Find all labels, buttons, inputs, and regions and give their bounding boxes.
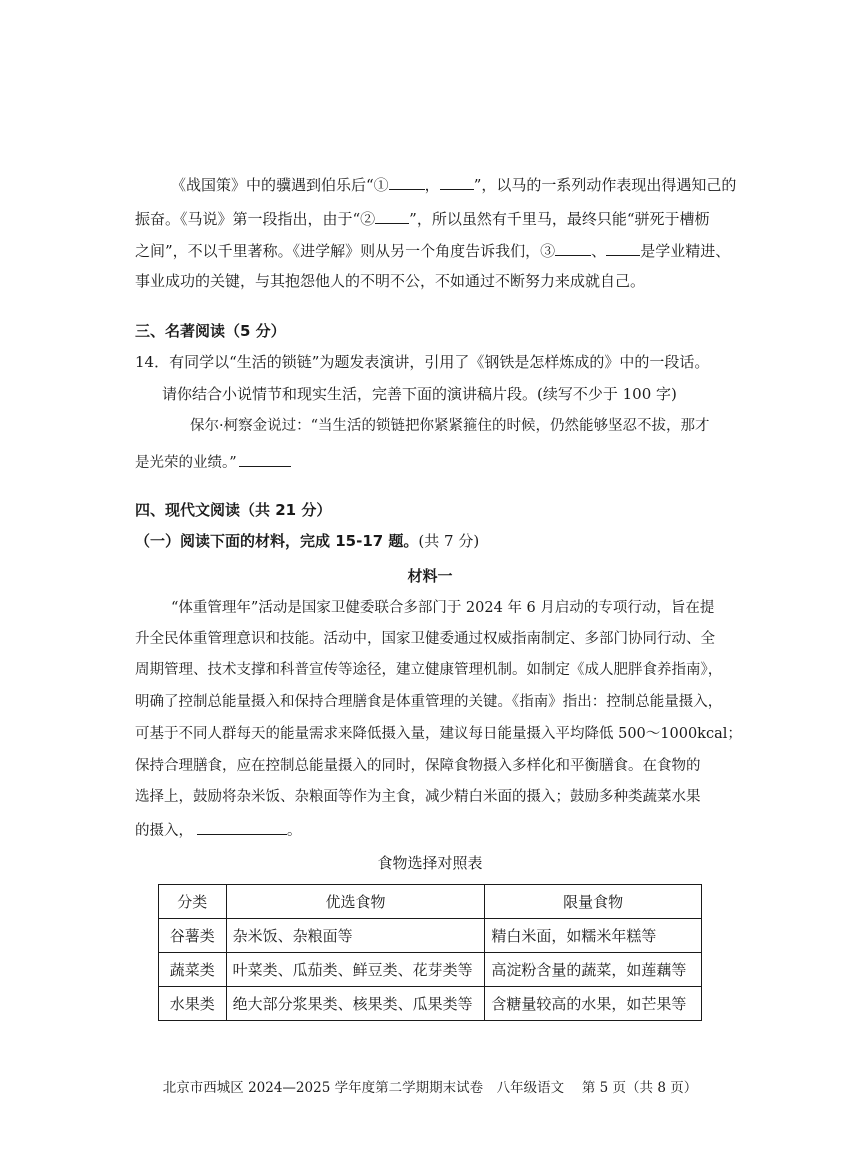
table-header-cell: 优选食物 [226, 885, 485, 919]
page-footer: 北京市西城区 2024—2025 学年度第二学期期末试卷 八年级语文 第 5 页（共 8 页） [162, 1080, 698, 1096]
text: 的摄入， [135, 823, 193, 839]
material-title: 材料一 [407, 567, 453, 585]
table-row [159, 987, 702, 1021]
answer-blank-14[interactable] [239, 451, 291, 467]
text: 是光荣的业绩。” [135, 455, 237, 471]
text: （一）阅读下面的材料，完成 15-17 题。 [135, 532, 419, 550]
subsection-1-title [135, 531, 479, 551]
text: ”，所以虽然有千里马，最终只能“骈死于槽枥 [409, 210, 710, 228]
food-choice-table [158, 884, 702, 1021]
material-para-line: 周期管理、技术支撑和科普宣传等途径，建立健康管理机制。如制定《成人肥胖食养指南》， [135, 662, 723, 678]
blank-1b[interactable] [440, 174, 474, 190]
table-cell: 叶菜类、瓜茄类、鲜豆类、花芽类等 [226, 953, 485, 987]
material-para-line: 可基于不同人群每天的能量需求来降低摄入量，建议每日能量摄入平均降低 500～1000kcal； [135, 726, 742, 742]
table-cell: 水果类 [159, 987, 227, 1021]
table-cell: 精白米面，如糯米年糕等 [485, 919, 702, 953]
question-14-line-2: 请你结合小说情节和现实生活，完善下面的演讲稿片段。(续写不少于 100 字) [162, 385, 677, 403]
table-cell: 含糖量较高的水果，如芒果等 [485, 987, 702, 1021]
table-cell: 杂米饭、杂粮面等 [226, 919, 485, 953]
table-cell: 蔬菜类 [159, 953, 227, 987]
text: 是学业精进、 [640, 242, 731, 260]
blank-1a[interactable] [389, 174, 425, 190]
table-cell: 高淀粉含量的蔬菜，如莲藕等 [485, 953, 702, 987]
poem-para-line-2 [135, 208, 710, 229]
quote-line-2 [135, 451, 291, 473]
quote-line-1: 保尔·柯察金说过：“当生活的锁链把你紧紧箍住的时候，仍然能够坚忍不拔，那才 [190, 418, 710, 434]
text: 、 [591, 242, 607, 260]
table-row [159, 953, 702, 987]
section-4-title: 四、现代文阅读（共 21 分） [135, 501, 332, 519]
blank-3b[interactable] [606, 240, 640, 256]
answer-blank-15[interactable] [197, 819, 287, 835]
text: 。 [287, 823, 302, 839]
text: 之间”，不以千里著称。《进学解》则从另一个角度告诉我们，③ [135, 242, 556, 260]
material-para-line: “体重管理年”活动是国家卫健委联合多部门于 2024 年 6 月启动的专项行动，旨在提 [171, 600, 715, 616]
poem-para-line-3 [135, 240, 730, 261]
material-para-line: 升全民体重管理意识和技能。活动中，国家卫健委通过权威指南制定、多部门协同行动、全 [135, 631, 715, 647]
text: 振奋。《马说》第一段指出，由于“② [135, 210, 376, 228]
poem-para-line-4: 事业成功的关键，与其抱怨他人的不明不公，不如通过不断努力来成就自己。 [135, 272, 646, 290]
text: (共 7 分) [418, 532, 480, 550]
table-header-row [159, 885, 702, 919]
blank-2[interactable] [375, 208, 409, 224]
table-caption: 食物选择对照表 [377, 854, 483, 872]
table-row [159, 919, 702, 953]
text: ”，以马的一系列动作表现出得遇知己的 [473, 176, 737, 194]
material-para-line: 明确了控制总能量摄入和保持合理膳食是体重管理的关键。《指南》指出：控制总能量摄入， [135, 694, 723, 710]
text: ， [424, 176, 440, 194]
question-14-line-1: 14．有同学以“生活的锁链”为题发表演讲，引用了《钢铁是怎样炼成的》中的一段话。 [135, 353, 710, 371]
material-para-last-line [135, 819, 302, 841]
table-cell: 绝大部分浆果类、核果类、瓜果类等 [226, 987, 485, 1021]
table-cell: 谷薯类 [159, 919, 227, 953]
table-header-cell: 分类 [159, 885, 227, 919]
blank-3a[interactable] [555, 240, 591, 256]
table-header-cell: 限量食物 [485, 885, 702, 919]
material-para-line: 保持合理膳食，应在控制总能量摄入的同时，保障食物摄入多样化和平衡膳食。在食物的 [135, 758, 701, 774]
section-3-title: 三、名著阅读（5 分） [135, 322, 286, 340]
poem-para-line-1 [171, 174, 736, 195]
material-para-line: 选择上，鼓励将杂米饭、杂粮面等作为主食，减少精白米面的摄入；鼓励多种类蔬菜水果 [135, 789, 701, 805]
text: 《战国策》中的骥遇到伯乐后“① [171, 176, 389, 194]
